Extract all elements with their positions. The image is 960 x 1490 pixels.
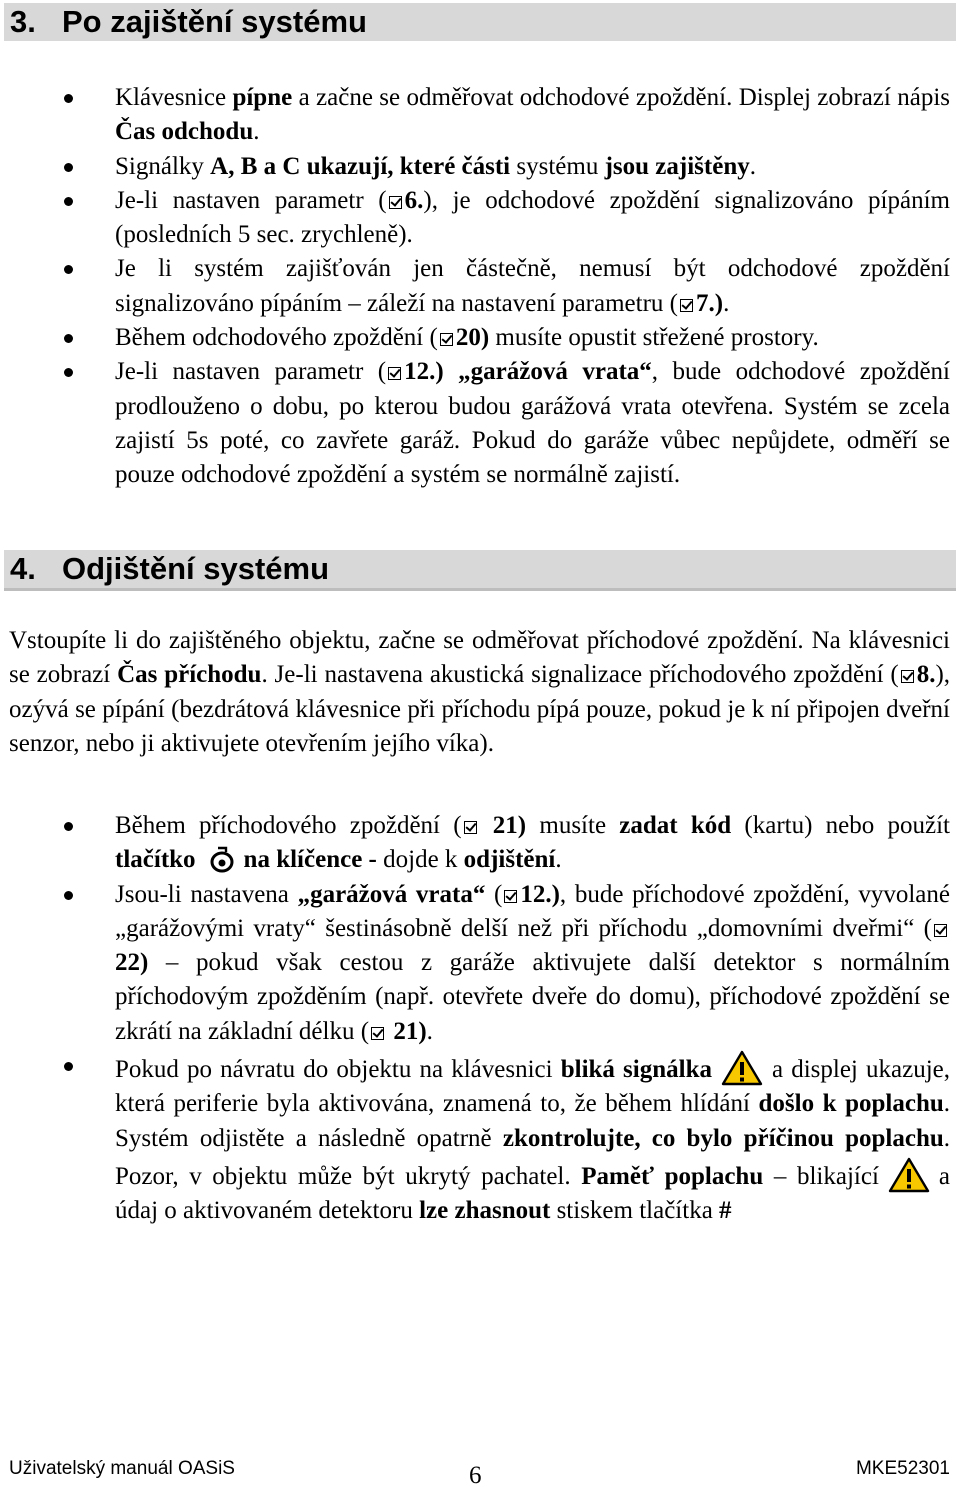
bold-text: Čas odchodu [115,118,254,146]
bold-text: 6. [404,186,424,214]
text: Jsou-li nastavena [115,880,298,908]
list-item [0,878,950,1049]
text: (kartu) nebo použít [731,812,950,839]
bold-text: lze zhasnout [419,1197,551,1225]
text: . [426,1017,433,1045]
footer-manual-title: Uživatelský manuál OASiS [9,1458,235,1479]
warning-icon [887,1156,931,1194]
section-3-heading [4,3,956,41]
text: . [723,289,730,317]
bold-text: A, B a C ukazují, které části [210,152,511,180]
bold-text: zadat kód [619,812,732,839]
text: Během odchodového zpoždění ( [115,324,438,352]
bold-text: 21) [387,1017,427,1045]
text: stiskem tlačítka [550,1197,720,1225]
section-title: Odjištění systému [62,551,330,586]
checkbox-ref-icon [901,670,914,683]
text: . Pozor, v objektu může být ukrytý pachatel. [115,1124,950,1190]
text: ), je odchodové zpoždění signalizováno pípáním (posledních 5 sec. zrychleně). [115,186,950,249]
checkbox-ref-icon [371,1027,384,1040]
text: . Je-li nastavena akustická signalizace příchodového zpoždění ( [261,661,899,689]
bold-text: pípne [232,84,293,111]
checkbox-ref-icon [389,196,402,209]
text: Je-li nastaven parametr ( [115,186,387,214]
text: ), ozývá se pípání (bezdrátová klávesnice při příchodu pípá pouze, pokud je k ní připojen dveřní senzor, nebo ji aktivujete otevřením jejího víka). [9,661,951,757]
bold-text: 20) [455,324,490,352]
heading-underline [4,588,956,591]
list-item [0,184,950,253]
text: Klávesnice [115,84,233,111]
checkbox-ref-icon [680,299,693,312]
section-title: Po zajištění systému [62,4,367,39]
bold-text: Čas příchodu [117,661,262,689]
checkbox-ref-icon [464,821,477,834]
text: dojde k [376,846,464,874]
bold-text: 12.) [404,358,444,386]
bold-text: 21) [479,812,527,839]
list-item [0,81,950,150]
text: . Systém odjistěte a následně opatrně [115,1090,951,1152]
text: ( [485,880,503,908]
section-4-paragraph [9,624,950,761]
bold-text: „garážová vrata“ [297,880,486,908]
list-item [0,321,950,355]
bold-text: bliká signálka [560,1056,712,1084]
checkbox-ref-icon [388,367,401,380]
bold-text: jsou zajištěny [604,152,750,180]
section-4-list [0,809,950,1229]
bold-text: došlo k poplachu [758,1090,944,1118]
checkbox-ref-icon [504,890,517,903]
warning-icon [720,1049,764,1087]
text: , bude odchodové zpoždění prodlouženo o dobu, po kterou budou garážová vrata otevřena. Systém se zcela zajistí 5s poté, co zavřete garáž. Pokud do garáže vůbec nepůjdete, odměří se pouze odchodové zpoždění a systém se normálně zajistí. [115,358,950,489]
text: , bude příchodové zpoždění, vyvolané „garážovými vraty“ šestinásobně delší než při příchodu „domovními dveřmi“ ( [115,880,951,942]
text: a displej ukazuje, která periferie byla aktivována, znamená to, že během hlídání [115,1056,950,1118]
text: a údaj o aktivovaném detektoru [115,1162,951,1225]
text: musíte [526,812,620,839]
text: Vstoupíte li do zajištěného objektu, začne se odměřovat příchodové zpoždění. Na klávesnici se zobrazí [9,627,950,689]
text: Během příchodového zpoždění ( [115,812,462,839]
bold-text: 22) [115,949,149,977]
text: . [253,118,260,146]
bold-text: 12.) [520,880,560,908]
key-fob-icon [204,845,240,873]
text: Je-li nastaven parametr ( [115,358,387,386]
text: – pokud však cestou z garáže aktivujete další detektor s normálním příchodovým zpožděním (např. otevřete dveře do domu), příchodové zpoždění se zkrátí na základní délku ( [115,949,950,1045]
list-item [0,150,950,184]
text: musíte opustit střežené prostory. [489,324,819,352]
list-item [0,809,950,878]
text: – blikající [763,1162,879,1190]
text: . [749,152,756,180]
bold-text: tlačítko [115,846,196,874]
list-item [0,1049,950,1228]
section-number: 3. [10,4,36,39]
text: Signálky [115,152,211,180]
bold-text: „garážová vrata“ [458,358,652,386]
checkbox-ref-icon [440,333,453,346]
text: a začne se odměřovat odchodové zpoždění. Displej zobrazí nápis [292,84,950,111]
list-item [0,355,950,492]
footer-page-number: 6 [469,1462,482,1489]
text [444,358,458,385]
text: . [555,846,562,874]
footer-document-code: MKE52301 [855,1458,950,1479]
text: systému [510,152,605,180]
section-4-heading [4,550,956,588]
list-item [0,252,950,321]
bold-text: 8. [916,661,936,689]
bold-text: Paměť poplachu [581,1162,764,1190]
section-number: 4. [10,551,36,586]
section-3-list [0,81,950,493]
bold-text: na klíčence - [243,846,377,874]
bold-text: odjištění [463,846,556,874]
bold-text: zkontrolujte, co bylo příčinou poplachu [502,1124,944,1152]
checkbox-ref-icon [934,924,947,937]
bold-text: # [719,1197,732,1225]
text: Je li systém zajišťován jen částečně, nemusí být odchodové zpoždění signalizováno pípáním – záleží na nastavení parametru ( [115,255,950,317]
text: Pokud po návratu do objektu na klávesnici [115,1056,561,1084]
bold-text: 7.) [695,289,724,317]
